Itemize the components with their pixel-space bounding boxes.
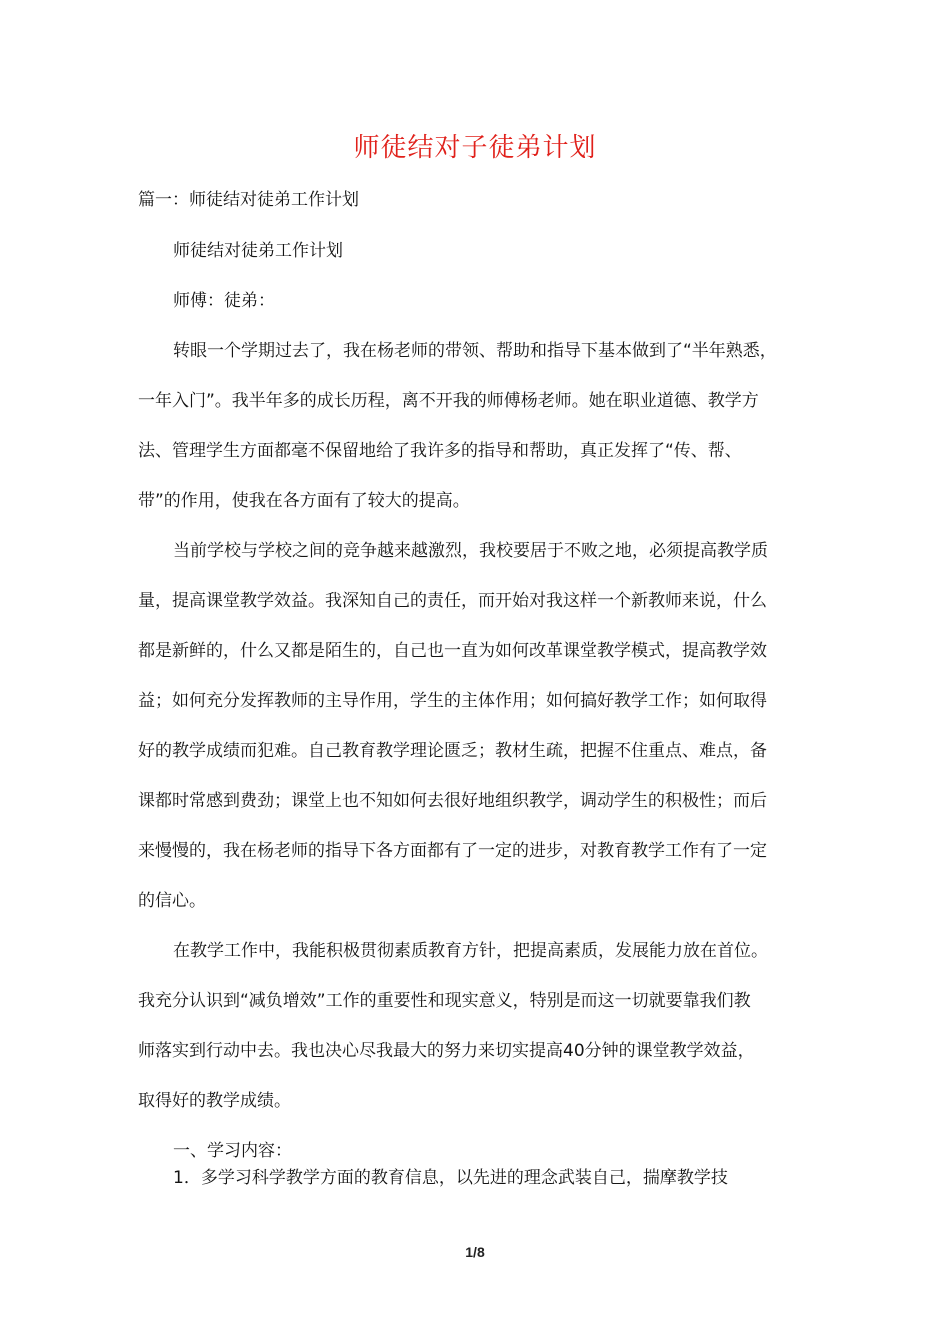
section-heading-study: 一、学习内容： [173,1141,292,1161]
paragraph-line: 取得好的教学成绩。 [138,1091,291,1111]
paragraph-line: 课都时常感到费劲；课堂上也不知如何去很好地组织教学，调动学生的积极性；而后 [138,791,767,811]
section-heading: 篇一：师徒结对徒弟工作计划 [138,190,359,210]
list-item: 1．多学习科学教学方面的教育信息，以先进的理念武装自己，揣摩教学技 [173,1168,728,1188]
paragraph-line: 法、管理学生方面都毫不保留地给了我许多的指导和帮助，真正发挥了“传、帮、 [138,441,742,461]
paragraph-line: 师落实到行动中去。我也决心尽我最大的努力来切实提高40分钟的课堂教学效益， [138,1041,755,1061]
paragraph-line: 量，提高课堂教学效益。我深知自己的责任，而开始对我这样一个新教师来说，什么 [138,591,767,611]
paragraph-line: 来慢慢的，我在杨老师的指导下各方面都有了一定的进步，对教育教学工作有了一定 [138,841,767,861]
paragraph-line: 益；如何充分发挥教师的主导作用，学生的主体作用；如何搞好教学工作；如何取得 [138,691,767,711]
paragraph-line: 转眼一个学期过去了，我在杨老师的带领、帮助和指导下基本做到了“半年熟悉， [173,341,777,361]
paragraph-line: 一年入门”。我半年多的成长历程，离不开我的师傅杨老师。她在职业道德、教学方 [138,391,759,411]
subtitle: 师徒结对徒弟工作计划 [173,241,343,261]
page-number: 1/8 [465,1244,485,1260]
paragraph-line: 当前学校与学校之间的竞争越来越激烈，我校要居于不败之地，必须提高教学质 [173,541,768,561]
mentor-line: 师傅：徒弟： [173,291,275,311]
paragraph-line: 带”的作用，使我在各方面有了较大的提高。 [138,491,470,511]
paragraph-line: 的信心。 [138,891,206,911]
paragraph-line: 我充分认识到“减负增效”工作的重要性和现实意义，特别是而这一切就要靠我们教 [138,991,751,1011]
document-title: 师徒结对子徒弟计划 [353,133,597,163]
paragraph-line: 都是新鲜的，什么又都是陌生的，自己也一直为如何改革课堂教学模式，提高教学效 [138,641,767,661]
paragraph-line: 在教学工作中，我能积极贯彻素质教育方针，把提高素质，发展能力放在首位。 [173,941,768,961]
paragraph-line: 好的教学成绩而犯难。自己教育教学理论匮乏；教材生疏，把握不住重点、难点，备 [138,741,767,761]
